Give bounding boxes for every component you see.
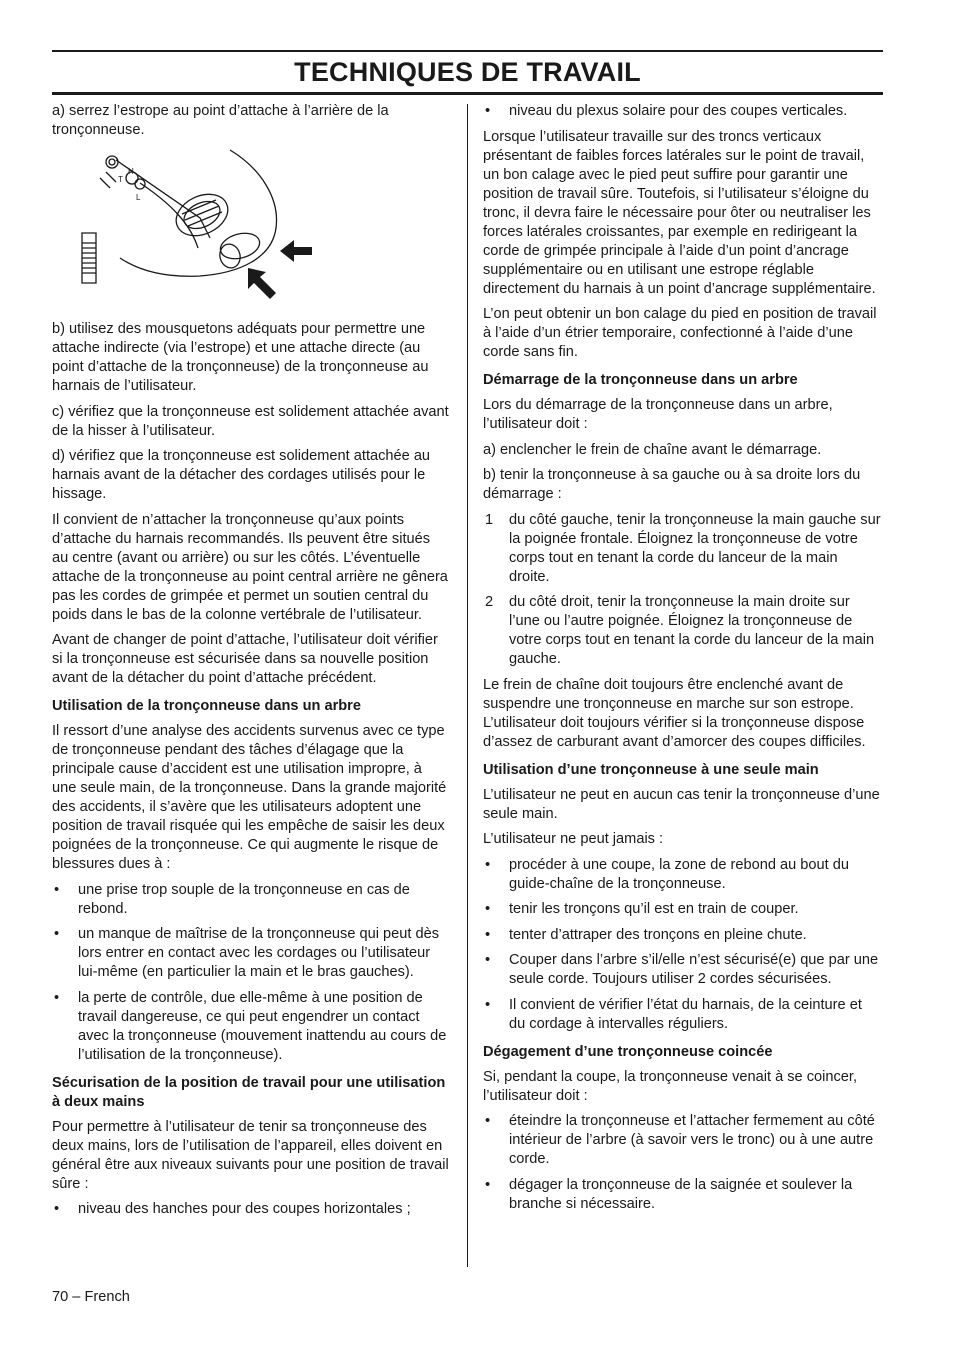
list-item: • éteindre la tronçonneuse et l’attacher fermement au côté intérieur de l’arbre (à savoir vers le tronc) ou à une autre corde. [485,1113,875,1167]
bullet: • [485,901,491,917]
list-item: • Il convient de vérifier l’état du harnais, de la ceinture et du cordage à intervalles réguliers. [485,996,862,1032]
list-item: • tenter d’attraper des tronçons en pleine chute. [485,926,807,943]
paragraph-stuck-intro: Si, pendant la coupe, la tronçonneuse venait à se coincer, l’utilisateur doit : [483,1068,858,1104]
paragraph-one-hand-1: L’utilisateur ne peut en aucun cas tenir la tronçonneuse d’une seule main. [483,786,880,822]
page-footer: 70 – French [52,1289,130,1305]
paragraph-two-hands: Pour permettre à l’utilisateur de tenir sa tronçonneuse des deux mains, lors de l’utilisation de l’appareil, elles doivent en général être aux niveaux suivants pour une position de travail sûre : [52,1118,449,1192]
bullet: • [485,952,491,968]
bullet: • [485,1113,491,1129]
paragraph-foot-hold: L’on peut obtenir un bon calage du pied en position de travail à l’aide d’un étrier temporaire, confectionné à l’aide d’une corde sans fin. [483,306,877,360]
figure-label-t: T [118,175,123,184]
list-item: • niveau des hanches pour des coupes horizontales ; [54,1201,411,1217]
left-column [52,102,449,1226]
title-rule [52,92,883,95]
risk-list [52,881,449,1065]
heading-secure-position: Sécurisation de la position de travail pour une utilisation à deux mains [52,1074,446,1110]
paragraph-attach-points: Il convient de n’attacher la tronçonneuse qu’aux points d’attache du harnais recommandés. Ils peuvent être situés au centre (avant ou arrière) ou sur les côtés. L’éventuelle attache de la tronçonneuse au point central arrière ne gênera pas les cordes de grimpée et permet un soutien central du poids dans le bas de la colonne vertébrale de l’utilisateur. [52,511,448,623]
page-title: TECHNIQUES DE TRAVAIL [294,57,641,87]
paragraph-vertical-trunks: Lorsque l’utilisateur travaille sur des troncs verticaux présentant de faibles forces latérales sur le point de travail, un bon calage avec le pied peut suffire pour garantir une position de travail sûre. Toutefois, si l’utilisateur s’éloigne du tronc, il devra faire le nécessaire pour ôter ou neutraliser les forces latérales croissantes, par exemple en redirigeant la corde de grimpée principale à l’aide d’un point d’ancrage supplémentaire ou en utilisant une estrope réglable directement du harnais à un point d’ancrage supplémentaire. [483,128,876,297]
paragraph-chain-brake: Le frein de chaîne doit toujours être enclenché avant de suspendre une tronçonneuse en marche sur son estrope. L’utilisateur doit toujours vérifier si la tronçonneuse dispose d’assez de carburant avant d’amorcer des coupes difficiles. [483,676,866,750]
figure-label-l: L [136,193,141,202]
paragraph-start-b: b) tenir la tronçonneuse à sa gauche ou à sa droite lors du démarrage : [483,467,861,502]
heading-use-in-tree: Utilisation de la tronçonneuse dans un arbre [52,698,361,714]
levels-list-left [52,1200,449,1219]
bullet: • [485,1176,491,1193]
list-item: • une prise trop souple de la tronçonneuse en cas de rebond. [54,881,410,917]
top-rule [52,50,883,52]
list-item: • procéder à une coupe, la zone de rebond au bout du guide-chaîne de la tronçonneuse. [485,856,849,892]
heading-one-hand: Utilisation d’une tronçonneuse à une seule main [483,761,819,778]
heading-start-in-tree: Démarrage de la tronçonneuse dans un arbre [483,372,798,388]
bullet: • [54,881,60,898]
bullet: • [54,1201,60,1217]
start-steps-list [483,511,881,670]
paragraph-b: b) utilisez des mousquetons adéquats pour permettre une attache indirecte (via l’estrope) et une attache directe (au point d’attache de la tronçonneuse) de la tronçonneuse au harnais de l’utilisateur. [52,321,429,394]
column-divider [467,104,468,1267]
list-item: • la perte de contrôle, due elle-même à une position de travail dangereuse, ce qui peut engendrer un contact avec la tronçonneuse (mouvement inattendu au cours de l’utilisation de la tronçonneuse). [54,989,447,1063]
paragraph-start-intro: Lors du démarrage de la tronçonneuse dans un arbre, l’utilisateur doit : [483,397,833,432]
paragraph-change-attach: Avant de changer de point d’attache, l’utilisateur doit vérifier si la tronçonneuse est sécurisée dans sa nouvelle position avant de la détacher du point d’attache précédent. [52,632,438,686]
list-item: • niveau du plexus solaire pour des coupes verticales. [485,103,848,119]
paragraph-start-a: a) enclencher le frein de chaîne avant le démarrage. [483,441,822,458]
paragraph-d: d) vérifiez que la tronçonneuse est solidement attachée au harnais avant de la détacher des cordages utilisés pour le hissage. [52,448,431,502]
stuck-list [483,1112,881,1214]
paragraph-accident-analysis: Il ressort d’une analyse des accidents survenus avec ce type de tronçonneuse pendant des tâches d’élagage que la principale cause d’accident est une utilisation impropre, à une seule main, de la tronçonneuse. Dans la grande majorité des accidents, il s’avère que les utilisateurs adoptent une position de travail risquée qui les empêche de saisir les deux poignées de la tronçonneuse. Ce qui augmente le risque de blessures dues à : [52,723,447,872]
bullet: • [485,856,491,873]
paragraph-c: c) vérifiez que la tronçonneuse est solidement attachée avant de la hisser à l’utilisateur. [52,403,449,439]
paragraph-one-hand-2: L’utilisateur ne peut jamais : [483,831,664,847]
list-item: • dégager la tronçonneuse de la saignée et soulever la branche si nécessaire. [485,1176,853,1212]
list-item: 1 du côté gauche, tenir la tronçonneuse la main gauche sur la poignée frontale. Éloignez la tronçonneuse de votre corps tout en tenant la corde du lanceur de la main droite. [485,511,881,585]
right-column [483,102,881,1220]
bullet: • [54,926,60,942]
step-number: 2 [485,594,494,610]
bullet: • [485,996,491,1013]
heading-stuck-saw: Dégagement d’une tronçonneuse coincée [483,1043,773,1060]
never-list [483,856,881,1034]
list-item: 2 du côté droit, tenir la tronçonneuse la main droite sur l’une ou l’autre poignée. Éloignez la tronçonneuse de votre corps tout en tenant la corde du lanceur de la main gauche. [485,594,875,667]
list-item: • Couper dans l’arbre s’il/elle n’est sécurisé(e) que par une seule corde. Toujours utiliser 2 cordes sécurisées. [485,952,879,987]
bullet: • [54,989,60,1006]
figure-label-h: H [128,167,134,176]
chainsaw-attachment-figure [80,148,360,308]
list-item: • un manque de maîtrise de la tronçonneuse qui peut dès lors entrer en contact avec les cordages ou l’utilisateur lui-même (en particulier la main et le bras gauches). [54,926,440,980]
list-item: • tenir les tronçons qu’il est en train de couper. [485,901,799,917]
bullet: • [485,103,491,119]
levels-list-right [483,102,881,121]
bullet: • [485,926,491,943]
step-number: 1 [485,511,494,528]
paragraph-a: a) serrez l’estrope au point d’attache à l’arrière de la tronçonneuse. [52,103,389,138]
